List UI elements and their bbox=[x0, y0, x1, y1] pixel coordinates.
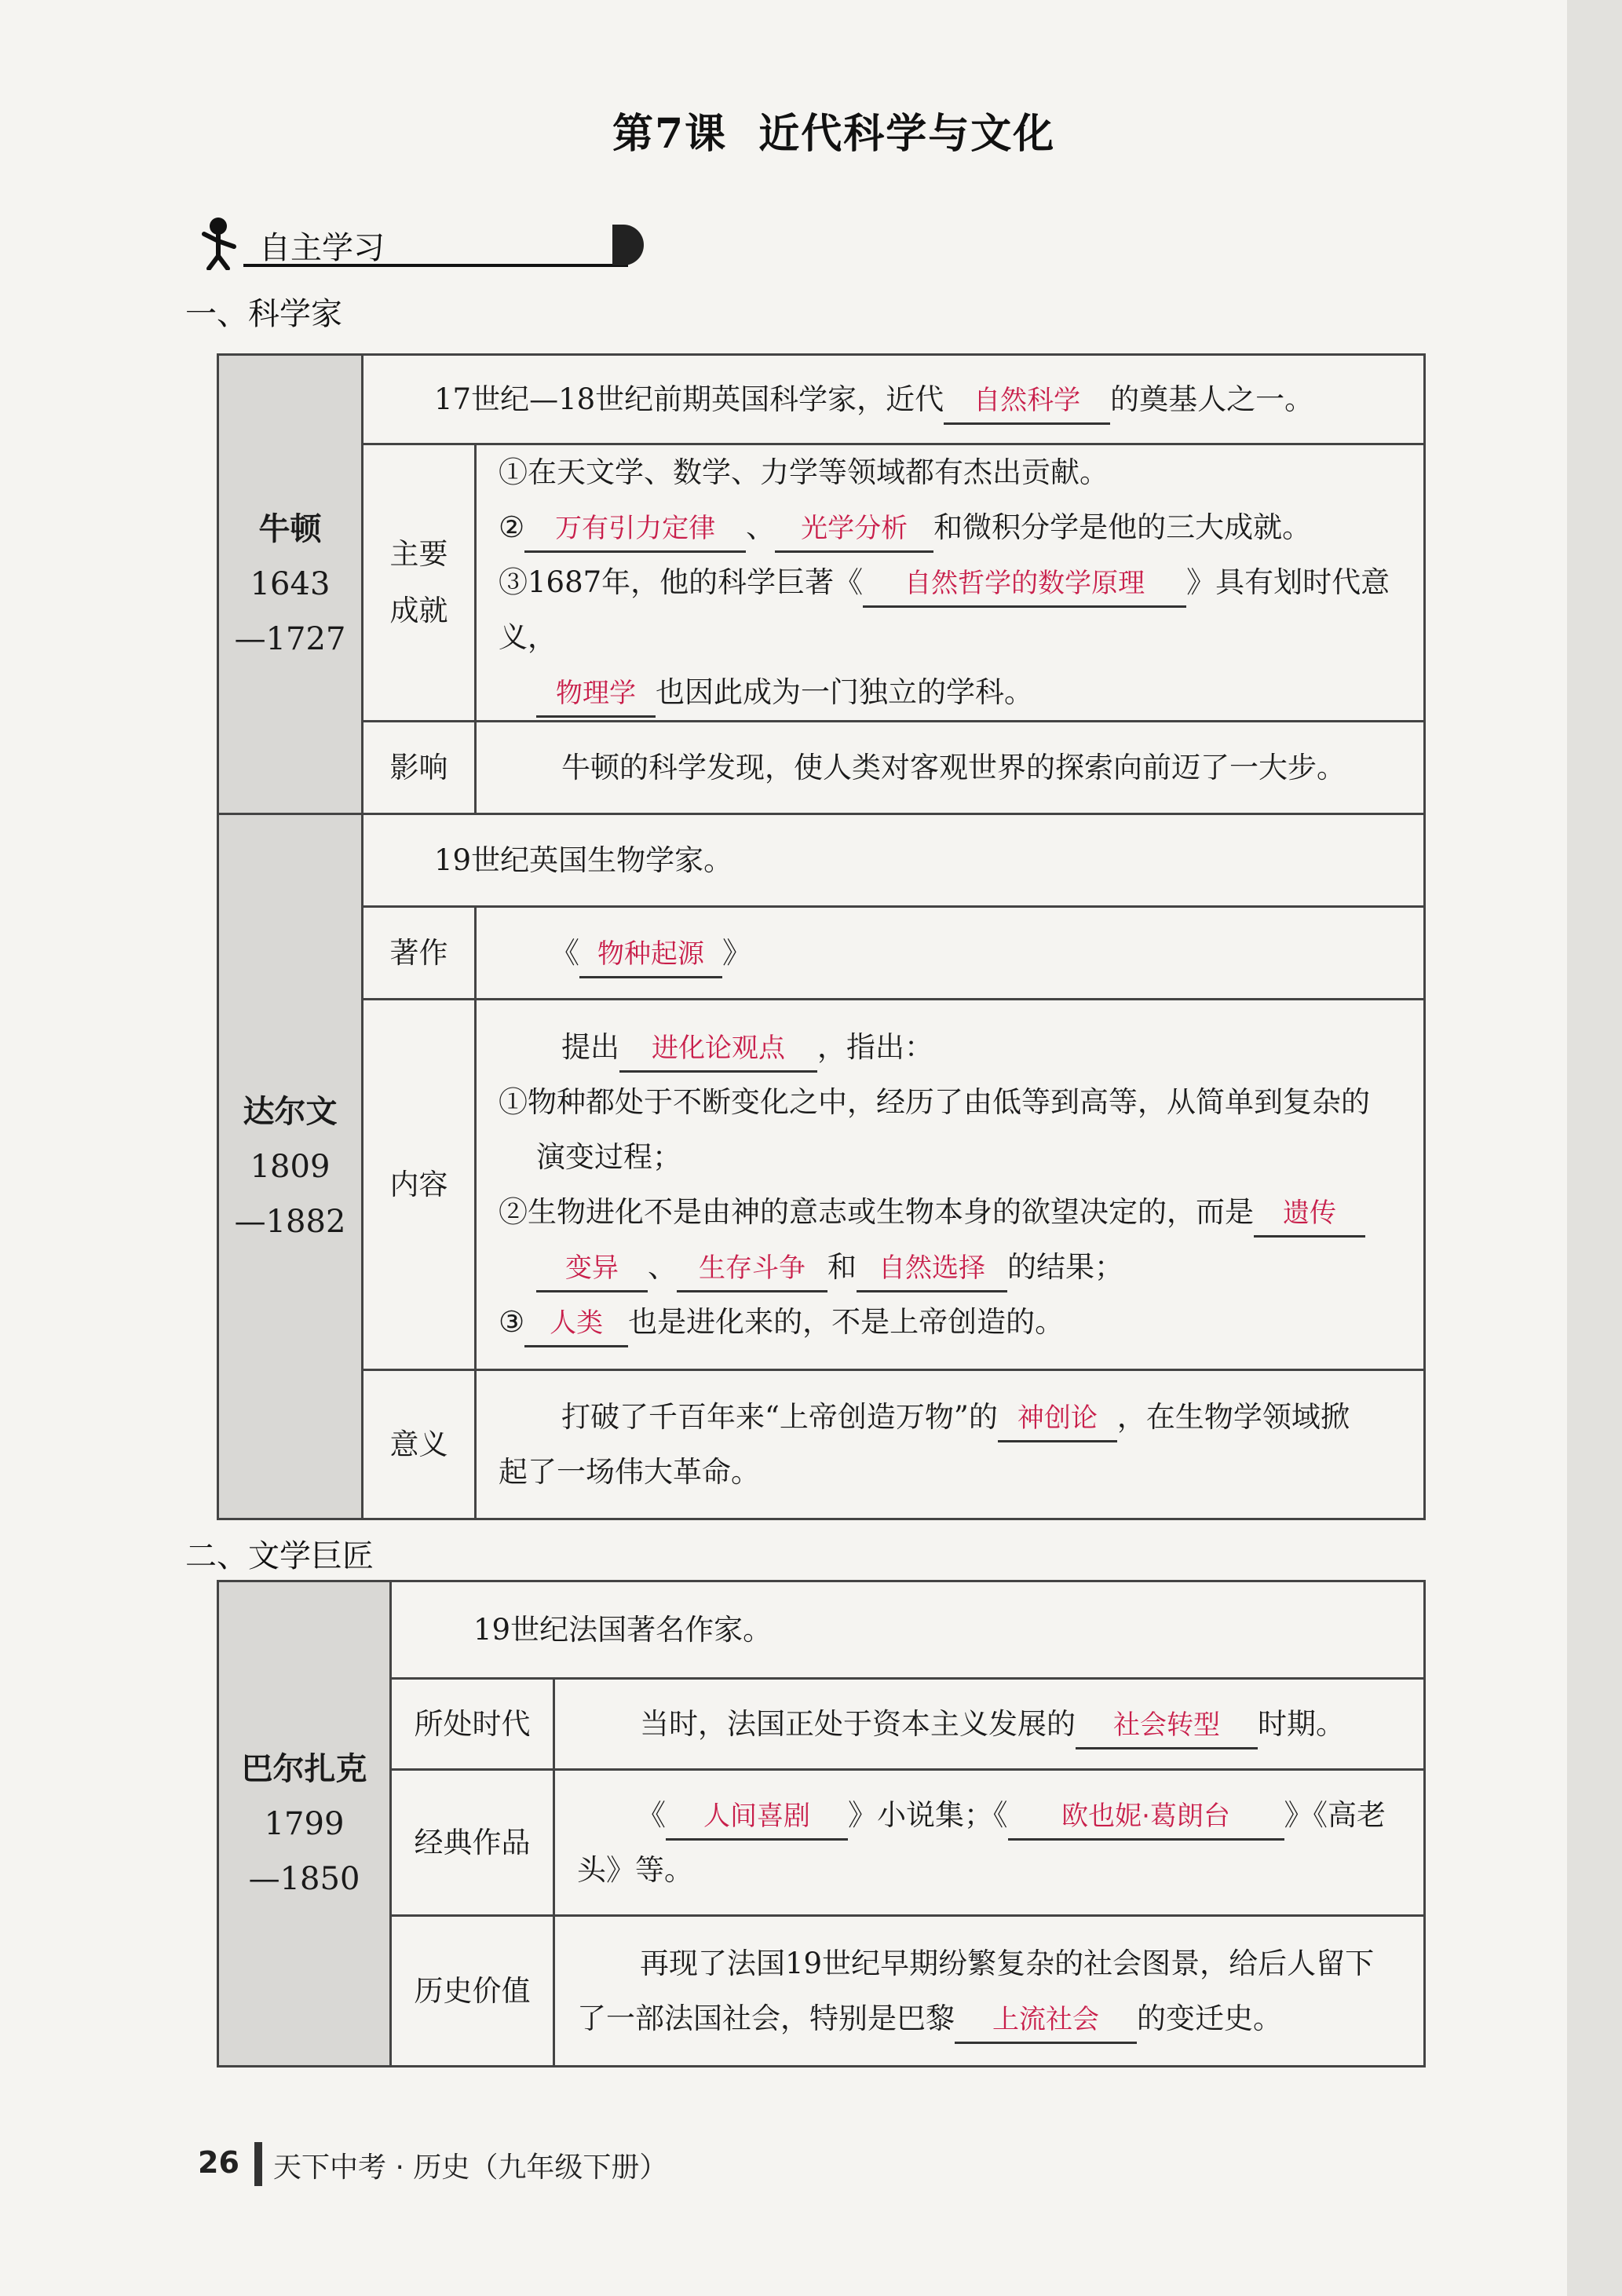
balzac-row-intro bbox=[218, 1581, 1425, 1679]
blank-physics: 物理学 bbox=[536, 671, 656, 718]
darwin-intro: 19世纪英国生物学家。 bbox=[363, 814, 1425, 907]
footer-bar bbox=[254, 2142, 262, 2186]
darwin-works-label: 著作 bbox=[363, 907, 476, 1000]
blank-natural-science: 自然科学 bbox=[944, 378, 1110, 425]
book-title: 天下中考 · 历史（九年级下册） bbox=[273, 2152, 668, 2184]
balzac-works-label: 经典作品 bbox=[391, 1770, 554, 1916]
newton-row-achievements bbox=[218, 444, 1425, 722]
blank-social-transition: 社会转型 bbox=[1076, 1703, 1258, 1749]
darwin-works: 《 物种起源 》 bbox=[476, 907, 1425, 1000]
lesson-name: 近代科学与文化 bbox=[758, 110, 1056, 158]
blank-heredity: 遗传 bbox=[1254, 1191, 1365, 1238]
balzac-era-label: 所处时代 bbox=[391, 1679, 554, 1770]
section-title-science: 一、科学家 bbox=[185, 296, 342, 332]
balzac-birth: 1799 bbox=[264, 1805, 345, 1842]
darwin-content-2: ①物种都处于不断变化之中，经历了由低等到高等，从简单到复杂的 bbox=[499, 1084, 1370, 1119]
darwin-birth: 1809 bbox=[250, 1148, 331, 1185]
darwin-content-4: ③ 人类 也是进化来的，不是上帝创造的。 bbox=[499, 1295, 1401, 1350]
newton-ach-1: ①在天文学、数学、力学等领域都有杰出贡献。 bbox=[499, 455, 1109, 489]
page-edge bbox=[1567, 0, 1622, 2296]
section-title-literature: 二、文学巨匠 bbox=[185, 1538, 374, 1574]
darwin-row-meaning bbox=[218, 1370, 1425, 1519]
newton-death: —1727 bbox=[234, 621, 346, 657]
blank-human-comedy: 人间喜剧 bbox=[666, 1794, 848, 1841]
blank-origin-of-species: 物种起源 bbox=[579, 932, 722, 978]
blank-evolution-theory: 进化论观点 bbox=[619, 1026, 817, 1073]
newton-ach-2: ② 万有引力定律 、 光学分析 和微积分学是他的三大成就。 bbox=[499, 500, 1401, 555]
darwin-content-3: ②生物进化不是由神的意志或生物本身的欲望决定的，而是 遗传 bbox=[499, 1185, 1401, 1240]
blank-natural-selection: 自然选择 bbox=[857, 1246, 1007, 1292]
newton-intro: 17世纪—18世纪前期英国科学家，近代 自然科学 的奠基人之一。 bbox=[363, 355, 1425, 444]
darwin-meaning: 打破了千百年来“上帝创造万物”的 神创论 ，在生物学领域掀 起了一场伟大革命。 bbox=[476, 1370, 1425, 1519]
balzac-name: 巴尔扎克 bbox=[241, 1749, 367, 1787]
lesson-title bbox=[612, 101, 1055, 159]
darwin-row-intro bbox=[218, 814, 1425, 907]
newton-row-influence bbox=[218, 722, 1425, 814]
student-figure-icon bbox=[196, 215, 243, 270]
darwin-content bbox=[476, 1000, 1425, 1370]
balzac-row-era bbox=[218, 1679, 1425, 1770]
blank-principia: 自然哲学的数学原理 bbox=[863, 561, 1186, 608]
literature-table bbox=[217, 1580, 1426, 2067]
darwin-content-1: 提出 进化论观点 ，指出： bbox=[499, 1020, 1401, 1075]
balzac-intro: 19世纪法国著名作家。 bbox=[391, 1581, 1425, 1679]
balzac-row-works bbox=[218, 1770, 1425, 1916]
darwin-content-3b: 变异 、 生存斗争 和 自然选择 的结果； bbox=[499, 1240, 1401, 1295]
lesson-number: 第7课 bbox=[612, 110, 728, 158]
darwin-row-content bbox=[218, 1000, 1425, 1370]
balzac-value: 再现了法国19世纪早期纷繁复杂的社会图景，给后人留下 了一部法国社会，特别是巴黎 上流社会 的变迁史。 bbox=[554, 1916, 1425, 2067]
blank-gravitation: 万有引力定律 bbox=[524, 506, 746, 553]
newton-name: 牛顿 bbox=[258, 510, 322, 547]
newton-name-cell bbox=[218, 355, 363, 814]
balzac-row-value bbox=[218, 1916, 1425, 2067]
self-study-banner bbox=[196, 212, 463, 275]
blank-variation: 变异 bbox=[536, 1246, 648, 1292]
scientists-table bbox=[217, 353, 1426, 1520]
darwin-name-cell bbox=[218, 814, 363, 1519]
blank-struggle: 生存斗争 bbox=[677, 1246, 827, 1292]
newton-ach-4: 物理学 也因此成为一门独立的学科。 bbox=[499, 665, 1401, 720]
balzac-works: 《 人间喜剧 》小说集；《 欧也妮·葛朗台 》《高老 头》等。 bbox=[554, 1770, 1425, 1916]
darwin-content-2b: 演变过程； bbox=[536, 1139, 681, 1174]
newton-birth: 1643 bbox=[250, 566, 331, 602]
banner-label: 自主学习 bbox=[259, 230, 385, 266]
blank-optics: 光学分析 bbox=[775, 506, 933, 553]
balzac-death: —1850 bbox=[248, 1860, 360, 1897]
newton-ach-3: ③1687年，他的科学巨著《 自然哲学的数学原理 》具有划时代意义， bbox=[499, 555, 1401, 665]
newton-row-intro bbox=[218, 355, 1425, 444]
blank-eugenie-grandet: 欧也妮·葛朗台 bbox=[1008, 1794, 1284, 1841]
balzac-name-cell bbox=[218, 1581, 391, 2067]
newton-achievements bbox=[476, 444, 1425, 722]
blank-creationism: 神创论 bbox=[998, 1396, 1117, 1442]
darwin-meaning-label: 意义 bbox=[363, 1370, 476, 1519]
balzac-value-label: 历史价值 bbox=[391, 1916, 554, 2067]
darwin-death: —1882 bbox=[234, 1203, 346, 1240]
newton-influence: 牛顿的科学发现，使人类对客观世界的探索向前迈了一大步。 bbox=[476, 722, 1425, 814]
blank-upper-society: 上流社会 bbox=[955, 1998, 1137, 2044]
darwin-content-label: 内容 bbox=[363, 1000, 476, 1370]
balzac-era: 当时，法国正处于资本主义发展的 社会转型 时期。 bbox=[554, 1679, 1425, 1770]
darwin-name: 达尔文 bbox=[243, 1092, 338, 1130]
page-number: 26 bbox=[198, 2145, 239, 2180]
newton-influence-label: 影响 bbox=[363, 722, 476, 814]
newton-achievements-label: 主要 成就 bbox=[363, 444, 476, 722]
darwin-row-works bbox=[218, 907, 1425, 1000]
blank-humans: 人类 bbox=[524, 1301, 628, 1347]
